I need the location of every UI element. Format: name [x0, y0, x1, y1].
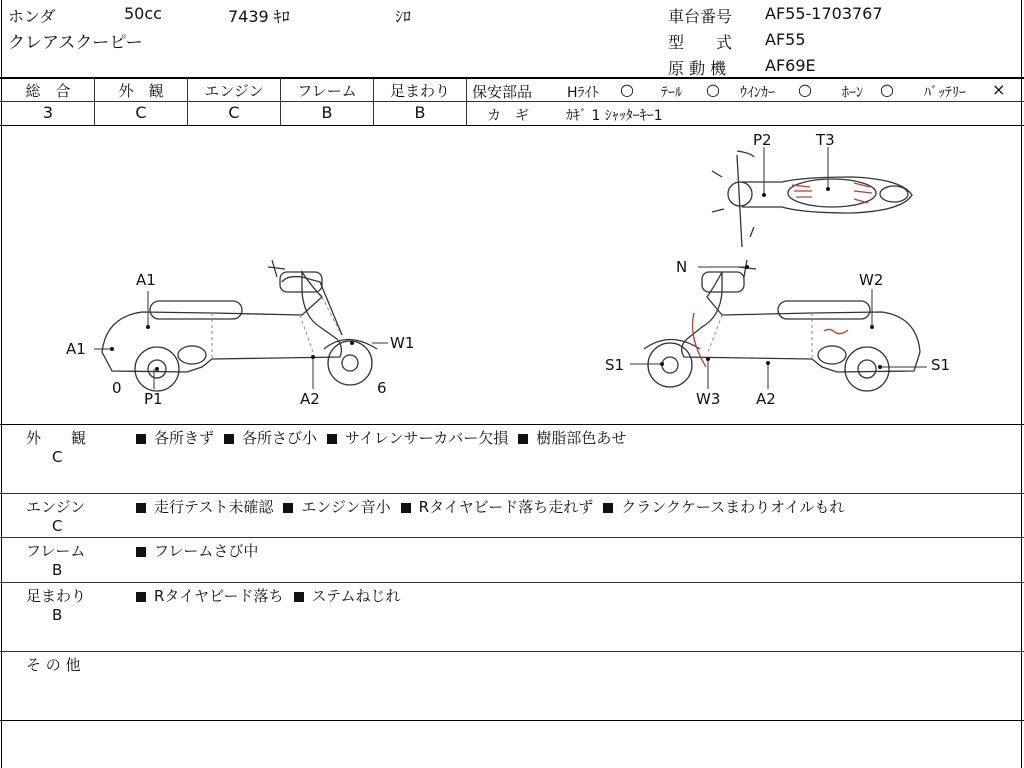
grade-frame-label: フレーム: [297, 82, 357, 100]
bullet-square-icon: [136, 434, 146, 444]
label-right-w3: W3: [696, 390, 721, 408]
remark-item: [283, 496, 390, 517]
remark-grade: C: [52, 448, 63, 466]
remark-label: エンジン: [26, 498, 86, 516]
grade-exterior-label: 外 観: [118, 82, 164, 100]
bullet-square-icon: [327, 434, 337, 444]
label-left-a1-top: A1: [136, 271, 156, 289]
label-left-a1-front: A1: [66, 340, 86, 358]
label-right-n: N: [676, 258, 688, 276]
grade-sep-5: [466, 78, 467, 125]
remark-divider-3: [0, 582, 1024, 583]
remark-item: [294, 585, 401, 606]
label-right-a2: A2: [756, 390, 776, 408]
remark-label: フレーム: [26, 542, 86, 560]
remark-item: [401, 496, 594, 517]
remark-item-text: サイレンサーカバー欠損: [345, 429, 509, 447]
remark-label: 足まわり: [26, 587, 87, 605]
remark-label: 外 観: [26, 429, 87, 447]
body-color: ｼﾛ: [395, 7, 412, 26]
grade-frame: B: [321, 103, 333, 122]
label-left-a2: A2: [300, 390, 320, 408]
remark-item-text: クランクケースまわりオイルもれ: [621, 498, 845, 516]
remark-items: [136, 540, 268, 561]
right-panel-lines: [707, 313, 812, 359]
remark-item-text: フレームさび中: [154, 542, 259, 560]
label-right-s1-left: S1: [605, 356, 625, 374]
bullet-square-icon: [224, 434, 234, 444]
winker-label: ｳｲﾝｶｰ: [740, 85, 775, 101]
grade-bottom-divider: [0, 125, 1024, 126]
remark-item: [224, 427, 317, 448]
grade-engine-label: エンジン: [204, 82, 264, 100]
engine-value: AF69E: [765, 56, 816, 75]
tail-label: ﾃｰﾙ: [661, 85, 682, 101]
winker-mark: ○: [798, 80, 812, 99]
remark-item-text: 各所さび小: [242, 429, 318, 447]
safety-label: 保安部品: [472, 83, 533, 101]
remark-item-text: 各所きず: [154, 429, 215, 447]
remark-item-text: Rタイヤビード落ち走れず: [418, 498, 594, 516]
key-value: ｶｷﾞ 1 ｼｬｯﾀｰｷｰ1: [566, 108, 663, 124]
label-right-w2: W2: [859, 271, 884, 289]
remark-grade: B: [52, 561, 63, 579]
maker: ホンダ: [8, 7, 56, 26]
remark-grade: C: [52, 517, 63, 535]
remark-grade: B: [52, 606, 63, 624]
bullet-square-icon: [136, 547, 146, 557]
remark-item-text: 走行テスト未確認: [154, 498, 274, 516]
bullet-square-icon: [294, 592, 304, 602]
grade-total: 3: [42, 103, 54, 122]
diagram-bottom-divider: [0, 424, 1024, 425]
type-label: 型 式: [668, 33, 733, 52]
bullet-square-icon: [518, 434, 528, 444]
bullet-square-icon: [136, 503, 146, 513]
model-name: クレアスクーピー: [8, 33, 143, 53]
tail-mark: ○: [706, 80, 720, 99]
engine-label: 原 動 機: [668, 59, 727, 78]
remark-item: [603, 496, 844, 517]
remark-items: [136, 427, 636, 448]
headlight-label: Hﾗｲﾄ: [567, 85, 599, 101]
grade-total-label: 総 合: [25, 82, 71, 100]
label-top-t3: T3: [816, 131, 835, 149]
label-top-p2: P2: [753, 131, 772, 149]
type-value: AF55: [765, 30, 806, 49]
damage-diagram: [2, 127, 1022, 423]
remark-item-text: 樹脂部色あせ: [536, 429, 627, 447]
remark-items: [136, 496, 854, 517]
bullet-square-icon: [603, 503, 613, 513]
headlight-mark: ○: [620, 80, 634, 99]
remark-item-text: ステムねじれ: [311, 587, 401, 605]
frame-no-label: 車台番号: [668, 7, 733, 26]
top-view-damage-marks: [792, 183, 872, 203]
remark-divider-4: [0, 651, 1024, 652]
remark-item: [327, 427, 508, 448]
top-view-scooter: [712, 151, 912, 247]
remark-divider-1: [0, 493, 1024, 494]
label-right-s1-right: S1: [931, 356, 951, 374]
remark-divider-2: [0, 537, 1024, 538]
label-left-6: 6: [377, 379, 387, 397]
remark-item: [136, 540, 258, 561]
label-left-0: 0: [112, 379, 122, 397]
remark-item: [136, 585, 284, 606]
remark-item-text: Rタイヤビード落ち: [154, 587, 284, 605]
left-dots: [110, 325, 354, 371]
grade-engine: C: [228, 103, 240, 122]
remark-item: [136, 427, 214, 448]
bullet-square-icon: [136, 592, 146, 602]
remark-item: [518, 427, 626, 448]
battery-label: ﾊﾞｯﾃﾘｰ: [924, 85, 966, 101]
header-divider: [0, 77, 1024, 79]
grade-suspension-label: 足まわり: [389, 82, 450, 100]
remark-label: そ の 他: [26, 656, 81, 674]
mileage: 7439 ｷﾛ: [228, 7, 290, 26]
bullet-square-icon: [283, 503, 293, 513]
remark-item-text: エンジン音小: [301, 498, 391, 516]
grade-suspension: B: [414, 103, 426, 122]
displacement: 50cc: [124, 4, 162, 23]
horn-label: ﾎｰﾝ: [842, 85, 863, 101]
top-pointers: [764, 147, 828, 195]
grade-exterior: C: [135, 103, 147, 122]
horn-mark: ○: [880, 80, 894, 99]
key-label: カ ギ: [487, 108, 529, 124]
remark-item: [136, 496, 273, 517]
remark-items: [136, 585, 410, 606]
bullet-square-icon: [401, 503, 411, 513]
remark-divider-5: [0, 720, 1024, 721]
battery-mark: ×: [992, 80, 1006, 99]
label-left-w1: W1: [390, 334, 415, 352]
label-left-p1: P1: [144, 390, 163, 408]
frame-no: AF55-1703767: [765, 4, 883, 23]
